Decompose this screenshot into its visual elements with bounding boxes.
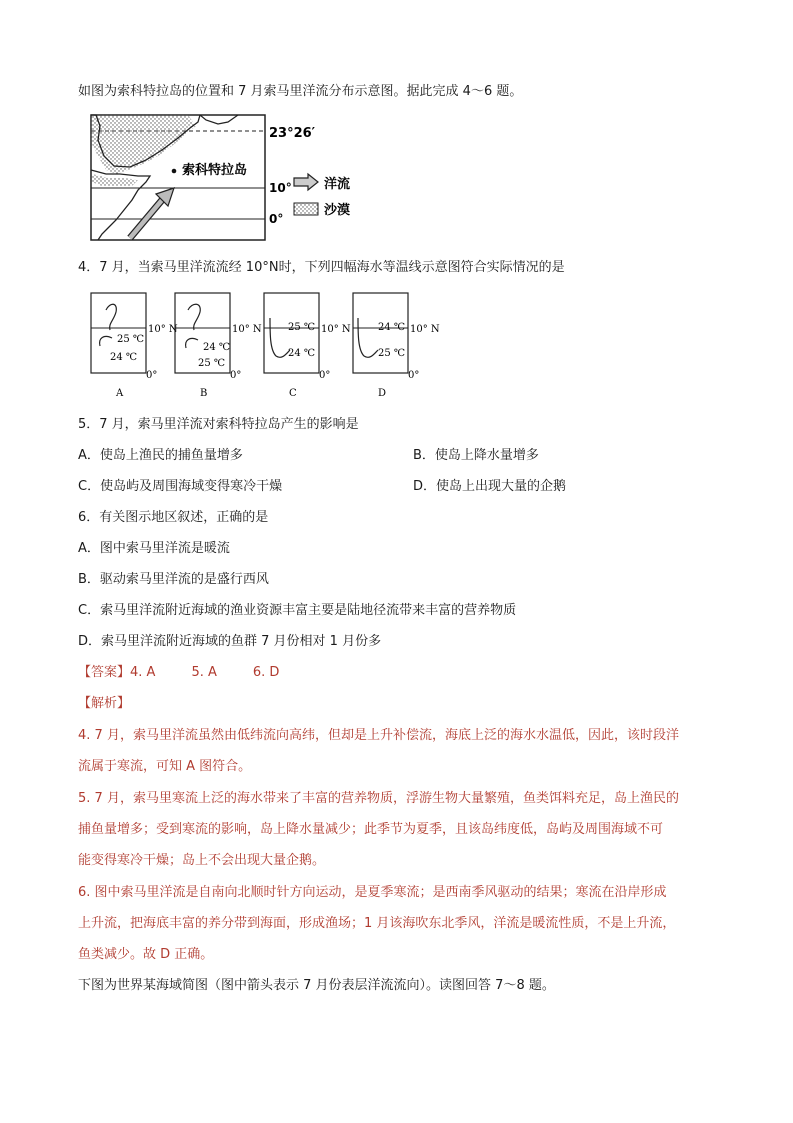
panel-d-eq: 0° (408, 370, 420, 381)
panel-a-upper: 25 ℃ (117, 334, 145, 345)
q5-option-b: B．使岛上降水量增多 (413, 448, 539, 463)
answer-5: 5. A (191, 665, 217, 680)
legend-current-icon (294, 174, 318, 190)
panel-c-eq: 0° (319, 370, 331, 381)
q5-option-c: C．使岛屿及周围海域变得寒冷干燥 (78, 479, 283, 494)
panel-d-lat: 10° N (410, 324, 440, 335)
answer-label: 【答案】 (78, 665, 131, 680)
panel-b (175, 293, 262, 399)
panel-b-upper: 24 ℃ (203, 342, 231, 353)
analysis-line: 6. 图中索马里洋流是自南向北顺时针方向运动，是夏季寒流；是西南季风驱动的结果；寒流在沿岸形成 (78, 885, 667, 900)
panel-c-lat: 10° N (321, 324, 351, 335)
analysis-line: 流属于寒流，可知 A 图符合。 (78, 759, 252, 774)
analysis-line: 5. 7 月，索马里寒流上泛的海水带来了丰富的营养物质，浮游生物大量繁殖，鱼类饵料充足，岛上渔民的 (78, 791, 679, 806)
panel-b-lat: 10° N (232, 324, 262, 335)
answer-4: 4. A (130, 665, 156, 680)
panel-b-eq: 0° (230, 370, 242, 381)
panel-d-letter: D (378, 388, 387, 399)
q6-option-a: A．图中索马里洋流是暖流 (78, 541, 230, 556)
panel-a-eq: 0° (146, 370, 158, 381)
panel-a-lower: 24 ℃ (110, 352, 138, 363)
intro2-text: 下图为世界某海域简图（图中箭头表示 7 月份表层洋流流向）。读图回答 7～8 题。 (78, 978, 555, 993)
intro-text: 如图为索科特拉岛的位置和 7 月索马里洋流分布示意图。据此完成 4～6 题。 (78, 84, 523, 99)
legend-current-label: 洋流 (324, 177, 351, 192)
desert-arabia (91, 115, 196, 174)
isotherm-panels (88, 290, 448, 402)
panel-d-upper: 24 ℃ (378, 322, 406, 333)
lat-bottom-label: 0° (269, 212, 284, 226)
lat-mid-label: 10° (269, 181, 292, 195)
panel-c-lower: 24 ℃ (288, 348, 316, 359)
analysis-line: 4. 7 月，索马里洋流虽然由低纬流向高纬，但却是上升补偿流，海底上泛的海水水温低，因此，该时段洋 (78, 728, 679, 743)
q4-stem: 4．7 月，当索马里洋流流经 10°N时，下列四幅海水等温线示意图符合实际情况的是 (78, 260, 565, 275)
panel-a-lat: 10° N (148, 324, 178, 335)
panel-d (353, 293, 440, 399)
somali-current-map (88, 112, 368, 244)
panel-c-letter: C (289, 388, 297, 399)
panel-c-upper: 25 ℃ (288, 322, 316, 333)
socotra-dot (172, 169, 177, 174)
q5-option-a: A．使岛上渔民的捕鱼量增多 (78, 448, 243, 463)
analysis-line: 上升流，把海底丰富的养分带到海面，形成渔场；1 月该海吹东北季风，洋流是暖流性质，不是上升流， (78, 916, 676, 931)
q6-stem: 6．有关图示地区叙述，正确的是 (78, 510, 269, 525)
panel-d-lower: 25 ℃ (378, 348, 406, 359)
panel-b-lower: 25 ℃ (198, 358, 226, 369)
q5-stem: 5．7 月，索马里洋流对索科特拉岛产生的影响是 (78, 417, 359, 432)
answer-line (78, 664, 279, 682)
q6-option-d: D．索马里洋流附近海域的鱼群 7 月份相对 1 月份多 (78, 634, 382, 649)
analysis-line: 能变得寒冷干燥；岛上不会出现大量企鹅。 (78, 853, 326, 868)
panel-b-letter: B (200, 388, 208, 399)
lat-top-label: 23°26′ (269, 126, 316, 141)
legend-desert-label: 沙漠 (324, 203, 351, 218)
analysis-label: 【解析】 (78, 696, 131, 711)
analysis-line: 鱼类减少。故 D 正确。 (78, 947, 214, 962)
iran-coast (200, 115, 238, 124)
panel-c (264, 293, 351, 399)
q5-option-d: D．使岛上出现大量的企鹅 (413, 479, 567, 494)
island-label: 索科特拉岛 (182, 163, 248, 178)
q6-option-c: C．索马里洋流附近海域的渔业资源丰富主要是陆地径流带来丰富的营养物质 (78, 603, 517, 618)
analysis-line: 捕鱼量增多；受到寒流的影响，岛上降水量减少；此季节为夏季，且该岛纬度低，岛屿及周围海域不可 (78, 822, 664, 837)
answer-6: 6. D (252, 665, 280, 680)
q6-option-b: B．驱动索马里洋流的是盛行西风 (78, 572, 269, 587)
legend-desert-icon (294, 203, 318, 215)
panel-a-letter: A (116, 388, 124, 399)
panel-a (91, 293, 178, 399)
